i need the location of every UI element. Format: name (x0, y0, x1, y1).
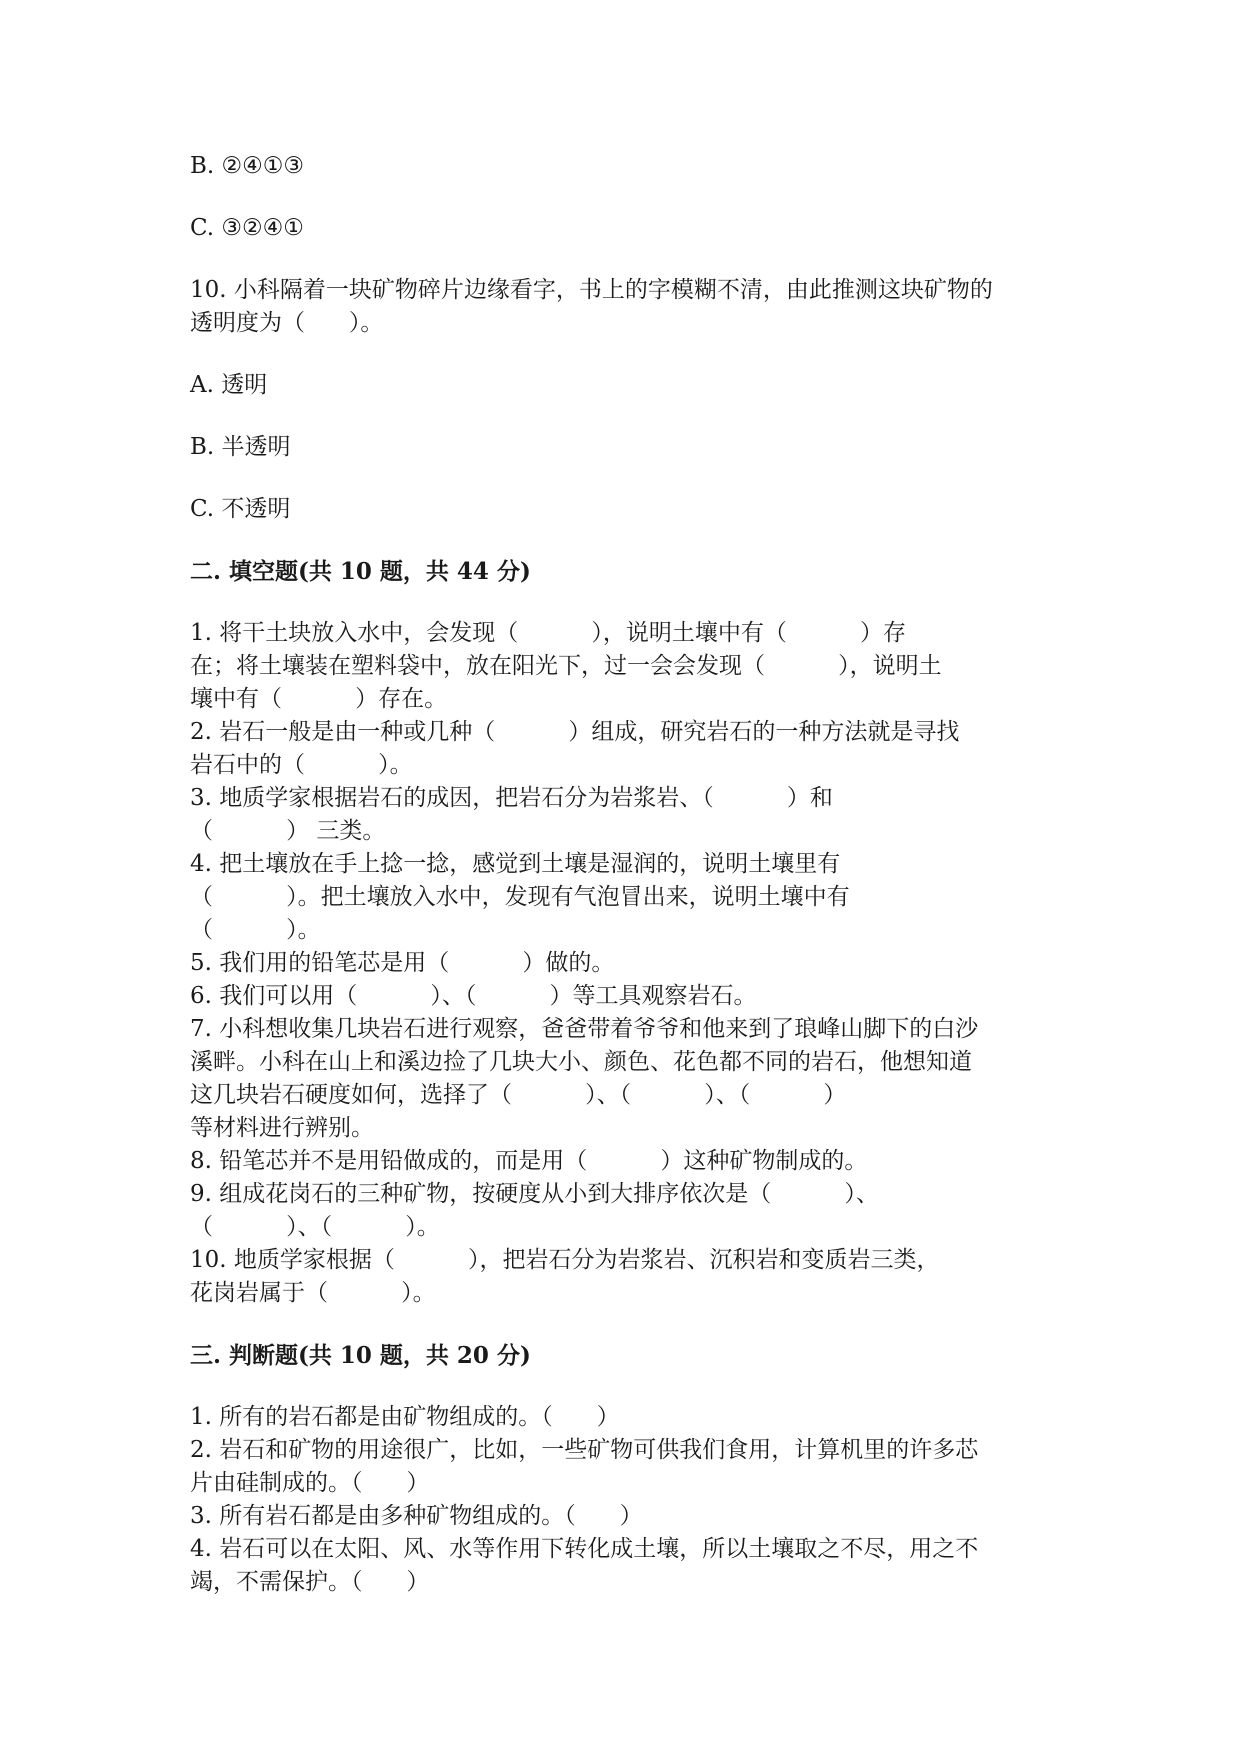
question-10-option-b: B. 半透明 (190, 434, 291, 460)
fill-line: 8. 铅笔芯并不是用铅做成的，而是用（ ）这种矿物制成的。 (190, 1148, 868, 1174)
section-2-title: 二. 填空题(共 10 题，共 44 分) (190, 558, 531, 585)
fill-line: （ ）。 (190, 917, 321, 943)
question-10-line-1: 10. 小科隔着一块矿物碎片边缘看字，书上的字模糊不清，由此推测这块矿物的 (190, 277, 993, 303)
question-10-option-c: C. 不透明 (190, 496, 291, 522)
question-10-option-a: A. 透明 (190, 372, 268, 398)
judge-line: 4. 岩石可以在太阳、风、水等作用下转化成土壤，所以土壤取之不尽，用之不 (190, 1536, 979, 1562)
judge-line: 2. 岩石和矿物的用途很广，比如，一些矿物可供我们食用，计算机里的许多芯 (190, 1437, 979, 1463)
section-3-title: 三. 判断题(共 10 题，共 20 分) (190, 1342, 531, 1369)
judge-line: 竭，不需保护。（ ） (190, 1569, 430, 1595)
fill-line: 5. 我们用的铅笔芯是用（ ）做的。 (190, 950, 615, 976)
fill-line: （ ） 三类。 (190, 818, 386, 844)
exam-page (190, 150, 1070, 1599)
fill-line: 在；将土壤装在塑料袋中，放在阳光下，过一会会发现（ ），说明土 (190, 653, 942, 679)
fill-line: 2. 岩石一般是由一种或几种（ ）组成，研究岩石的一种方法就是寻找 (190, 719, 960, 745)
fill-line: （ ）、（ ）。 (190, 1214, 440, 1240)
option-c: C. ③②④① (190, 215, 304, 241)
fill-line: （ ）。把土壤放入水中，发现有气泡冒出来，说明土壤中有 (190, 884, 850, 910)
fill-in-questions (190, 617, 1070, 1310)
judge-line: 片由硅制成的。（ ） (190, 1470, 430, 1496)
fill-line: 1. 将干土块放入水中，会发现（ ），说明土壤中有（ ）存 (190, 620, 906, 646)
question-10-line-2: 透明度为（ ）。 (190, 310, 384, 336)
fill-line: 9. 组成花岗石的三种矿物，按硬度从小到大排序依次是（ ）、 (190, 1181, 879, 1207)
fill-line: 岩石中的（ ）。 (190, 752, 413, 778)
fill-line: 10. 地质学家根据（ ），把岩石分为岩浆岩、沉积岩和变质岩三类， (190, 1247, 940, 1273)
judge-line: 3. 所有岩石都是由多种矿物组成的。（ ） (190, 1503, 643, 1529)
question-10 (190, 274, 1070, 340)
fill-line: 溪畔。小科在山上和溪边捡了几块大小、颜色、花色都不同的岩石，他想知道 (190, 1049, 972, 1075)
true-false-questions (190, 1401, 1070, 1599)
judge-line: 1. 所有的岩石都是由矿物组成的。（ ） (190, 1404, 620, 1430)
fill-line: 4. 把土壤放在手上捻一捻，感觉到土壤是湿润的，说明土壤里有 (190, 851, 841, 877)
fill-line: 等材料进行辨别。 (190, 1115, 374, 1141)
option-b: B. ②④①③ (190, 153, 305, 179)
fill-line: 这几块岩石硬度如何，选择了（ ）、（ ）、（ ） (190, 1082, 847, 1108)
fill-line: 7. 小科想收集几块岩石进行观察，爸爸带着爷爷和他来到了琅峰山脚下的白沙 (190, 1016, 979, 1042)
fill-line: 壤中有（ ）存在。 (190, 686, 448, 712)
fill-line: 花岗岩属于（ ）。 (190, 1280, 436, 1306)
fill-line: 6. 我们可以用（ ）、（ ）等工具观察岩石。 (190, 983, 757, 1009)
fill-line: 3. 地质学家根据岩石的成因，把岩石分为岩浆岩、（ ）和 (190, 785, 833, 811)
